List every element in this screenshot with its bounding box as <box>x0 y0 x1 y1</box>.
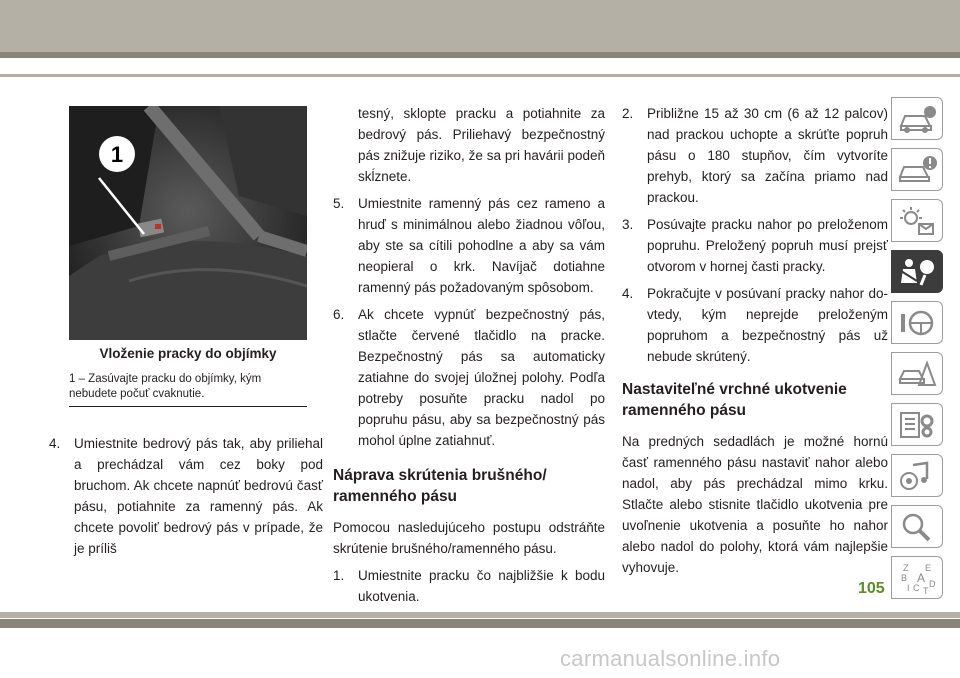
section-heading: Nastaviteľné vrchné ukotvenie ramenného pásu <box>622 381 847 419</box>
list-item-4 <box>622 283 888 367</box>
watermark: carmanualsonline.info <box>560 646 781 671</box>
seat-image <box>69 106 307 340</box>
item-text: Umiestnite ramenný pás cez rameno a hruď s minimálnou alebo žiadnou vôľou, aby ste sa cítili pohodlne a aby sa vám neopieral o krk. Navíjač dotiahne ramenný pás požadovaným spôsobom. <box>358 196 605 295</box>
section-heading: Náprava skrútenia brušného/ ramenného pásu <box>333 467 547 505</box>
tab-driving[interactable] <box>891 301 943 344</box>
safety-airbag-icon <box>897 257 937 287</box>
index-letter: Z <box>903 562 909 573</box>
tab-search[interactable] <box>891 505 943 548</box>
bottom-band <box>0 612 960 618</box>
item-number: 1. <box>333 568 345 583</box>
tab-emergency[interactable] <box>891 352 943 395</box>
item-number: 2. <box>622 106 634 121</box>
maintenance-icon <box>897 410 937 440</box>
list-item-3 <box>622 214 888 277</box>
item-text: Približne 15 až 30 cm (6 až 12 palcov) nad prackou uchopte a skrúťte popruh pásu o 180 stupňov, čím vytvoríte prehyb, ktorý sa začína priamo nad prackou. <box>647 106 888 205</box>
page-number: 105 <box>858 580 885 597</box>
item-number: 3. <box>622 217 634 232</box>
tab-multimedia[interactable] <box>891 454 943 497</box>
top-rule <box>0 74 960 77</box>
item-number: 5. <box>333 196 345 211</box>
caption-divider <box>69 406 307 407</box>
index-letter: D <box>929 578 936 589</box>
tab-car-alert[interactable] <box>891 148 943 191</box>
warning-lights-icon <box>897 206 937 236</box>
list-item-2 <box>622 103 888 208</box>
search-icon <box>897 512 937 542</box>
section-paragraph: Na predných sedadlách je možné hornú časť ramenného pásu nastaviť nahor alebo nadol, aby pás prechádzal mimo krku. Stlačte alebo stisnite tlačidlo ukotvenia pre uvoľnenie ukotvenia a posuňte ho nahor alebo nadol do polohy, ktorá vám najlepšie vyhovuje. <box>622 434 888 575</box>
top-band-edge <box>0 52 960 58</box>
item-text: Ak chcete vypnúť bezpečnostný pás, stlačte červené tlačidlo na pracke. Bezpečnostný pás sa automaticky zatiahne do svojej úložnej polohy. Podľa potreby posuňte pracku nadol po popruhu pásu, aby sa bezpečnostný pás mohol úplne zatiahnuť. <box>358 307 605 448</box>
list-item-5 <box>333 193 605 298</box>
index-letter: I <box>907 582 910 593</box>
item-number: 4. <box>49 436 61 451</box>
seatbelt-photo <box>69 106 307 340</box>
list-item-6 <box>333 304 605 451</box>
tab-safety[interactable] <box>891 250 943 293</box>
steering-wheel-icon <box>897 308 937 338</box>
item-number: 4. <box>622 286 634 301</box>
index-letter: A <box>917 570 926 585</box>
column-3 <box>622 103 888 578</box>
roadside-emergency-icon <box>897 359 937 389</box>
tab-index[interactable] <box>891 556 943 599</box>
tab-maintenance[interactable] <box>891 403 943 446</box>
continued-text: tesný, sklopte pracku a potiahnite za bedrový pás. Priliehavý bezpečnostný pás znižuje riziko, že sa pri havárii podeň skĺznete. <box>358 106 605 184</box>
car-alert-icon <box>897 155 937 185</box>
figure-note: 1 – Zasúvajte pracku do objímky, kým nebudete počuť cvaknutie. <box>69 373 262 400</box>
item-text: Umiestnite pracku čo najbližšie k bodu ukotvenia. <box>358 568 605 604</box>
section-intro: Pomocou nasledujúceho postupu odstráňte skrútenie brušného/ramenného pásu. <box>333 520 605 556</box>
top-band <box>0 0 960 58</box>
index-letter: C <box>913 582 920 593</box>
chapter-tabs <box>891 97 943 607</box>
tab-warning-lights[interactable] <box>891 199 943 242</box>
list-item-4 <box>49 433 323 559</box>
index-icon <box>897 561 937 595</box>
index-letter: E <box>925 562 932 573</box>
item-text: Umiestnite bedrový pás tak, aby priliehal a prechádzal vám cez boky pod bruchom. Ak chcete napnúť bedrovú časť pásu, potiahnite za ramenný pás. Ak chcete povoliť bedrový pás v prípade, že je príliš <box>74 436 323 556</box>
car-info-icon <box>897 104 937 134</box>
column-2 <box>333 103 605 607</box>
item-number: 6. <box>333 307 345 322</box>
callout-label: 1 <box>110 142 124 167</box>
column-1 <box>49 433 323 559</box>
index-letter: T <box>923 585 929 595</box>
item-text: Posúvajte pracku nahor po preloženom popruhu. Preložený popruh musí prejsť otvorom v hornej časti pracky. <box>647 217 888 274</box>
multimedia-icon <box>897 461 937 491</box>
tab-car-info[interactable] <box>891 97 943 140</box>
list-item-1 <box>333 565 605 607</box>
bottom-band-dark <box>0 619 960 628</box>
item-text: Pokračujte v posúvaní pracky nahor do-vtedy, kým neprejde preloženým popruhom a bezpečnostný pás už nebude skrútený. <box>647 286 888 364</box>
figure-title: Vloženie pracky do objímky <box>99 346 277 361</box>
index-letter: B <box>901 572 908 583</box>
